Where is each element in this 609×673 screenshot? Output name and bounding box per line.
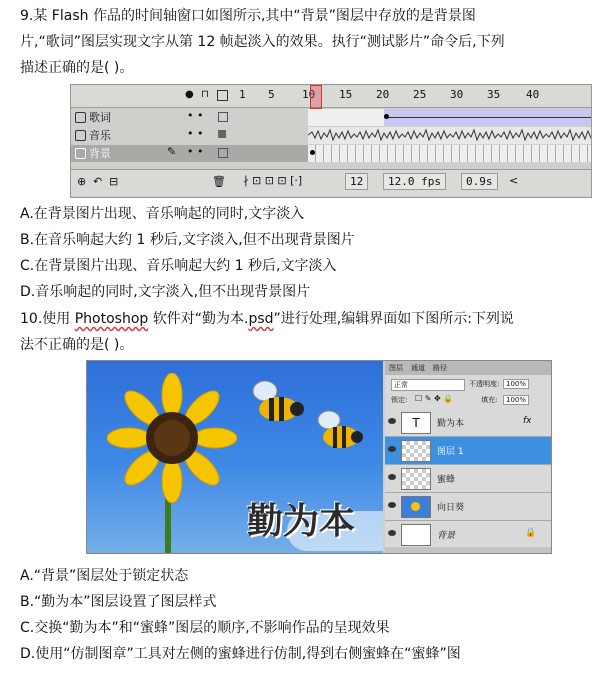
photoshop-window — [86, 360, 552, 554]
background-frames[interactable] — [308, 145, 591, 162]
bee-left-image — [247, 379, 307, 434]
visibility-eye-icon[interactable] — [388, 474, 396, 480]
lock-icon: ⊓ — [201, 89, 209, 100]
text-layer-icon: T — [401, 412, 431, 434]
layer-name: 向日葵 — [437, 503, 465, 513]
layer-icon — [75, 130, 86, 141]
outline-icon — [217, 90, 228, 101]
add-folder-icon[interactable]: ⊟ — [109, 175, 119, 188]
trash-icon[interactable]: 🗑 — [212, 175, 226, 188]
q9-line-3: 描述正确的是( )。 — [20, 60, 134, 76]
lyrics-frames[interactable] — [308, 109, 591, 126]
opacity-label: 不透明度: — [469, 380, 500, 388]
layer-text[interactable] — [385, 409, 551, 437]
layer-name: 音乐 — [89, 129, 111, 142]
frame-number: 25 — [413, 88, 427, 101]
q9-line-1: 9.某 Flash 作品的时间轴窗口如图所示,其中“背景”图层中存放的是背景图 — [20, 8, 476, 24]
layer-name: 图层 1 — [437, 447, 464, 457]
panel-tabs — [385, 361, 551, 375]
eye-icon: ● — [185, 89, 194, 100]
tab-channels[interactable]: 通道 — [411, 364, 425, 372]
q10-line-1: 10.使用 Photoshop 软件对“勤为本.psd”进行处理,编辑界面如下图所示:下列说 — [20, 311, 514, 327]
layer-name: 歌词 — [89, 111, 111, 124]
lock-row — [385, 393, 551, 407]
q10-option-d: D.使用“仿制图章”工具对左侧的蜜蜂进行仿制,得到右侧蜜蜂在“蜜蜂”图 — [20, 646, 461, 662]
layer-thumbnail — [401, 524, 431, 546]
onion-skin-icon[interactable]: ∤ ⊡ ⊡ ⊡ [·] — [243, 174, 303, 187]
layer-name: 蜜蜂 — [437, 475, 456, 485]
elapsed-time: 0.9s — [461, 173, 498, 190]
timeline-footer — [71, 169, 591, 196]
layer-row-lyrics[interactable]: 歌词 • • — [71, 109, 591, 126]
timeline-header — [71, 85, 591, 108]
q10-option-c: C.交换“勤为本”和“蜜蜂”图层的顺序,不影响作品的呈现效果 — [20, 620, 390, 636]
canvas-text: 勤为本 — [247, 500, 356, 542]
scroll-left-icon[interactable]: < — [509, 174, 519, 187]
lock-label: 锁定: — [391, 396, 408, 404]
visibility-eye-icon[interactable] — [388, 502, 396, 508]
add-layer-icon[interactable]: ⊕ — [77, 175, 87, 188]
q9-option-a: A.在背景图片出现、音乐响起的同时,文字淡入 — [20, 206, 305, 222]
sound-waveform — [308, 127, 592, 144]
layer-row-music[interactable]: 音乐 • • — [71, 127, 591, 144]
layer-1[interactable] — [385, 437, 551, 465]
lock-icon[interactable]: ☐ ✎ ✥ 🔒 — [415, 394, 454, 403]
layer-row-background[interactable]: 背景 ✎ • • — [71, 145, 591, 162]
frame-number: 40 — [526, 88, 540, 101]
q10-option-b: B.“勤为本”图层设置了图层样式 — [20, 594, 217, 610]
q9-option-b: B.在音乐响起大约 1 秒后,文字淡入,但不出现背景图片 — [20, 232, 355, 248]
q10-line-2: 法不正确的是( )。 — [20, 337, 134, 353]
document-canvas[interactable] — [87, 361, 383, 553]
q9-option-d: D.音乐响起的同时,文字淡入,但不出现背景图片 — [20, 284, 311, 300]
current-frame: 12 — [345, 173, 368, 190]
frame-number: 10 — [302, 88, 316, 101]
layer-thumbnail — [401, 468, 431, 490]
q10-option-a: A.“背景”图层处于锁定状态 — [20, 568, 189, 584]
layer-sunflower[interactable] — [385, 493, 551, 521]
panel-footer — [385, 547, 551, 553]
sunflower-image — [107, 373, 237, 503]
add-guide-icon[interactable]: ↶ — [93, 175, 103, 188]
layer-name: 勤为本 — [437, 419, 465, 429]
frame-number: 35 — [487, 88, 501, 101]
layer-bee[interactable] — [385, 465, 551, 493]
blend-mode-select[interactable]: 正常 — [391, 379, 465, 391]
blend-row — [385, 377, 551, 391]
visibility-eye-icon[interactable] — [388, 446, 396, 452]
frame-number: 15 — [339, 88, 353, 101]
tab-layers[interactable]: 图层 — [389, 364, 403, 372]
layer-background[interactable] — [385, 521, 551, 549]
lock-icon: 🔒 — [525, 528, 537, 538]
layer-thumbnail — [401, 440, 431, 462]
keyframe-icon — [384, 114, 389, 119]
layer-name: 背景 — [89, 147, 111, 160]
opacity-input[interactable]: 100% — [503, 379, 529, 389]
fill-input[interactable]: 100% — [503, 395, 529, 405]
frame-number: 20 — [376, 88, 390, 101]
layer-name: 背景 — [437, 531, 456, 541]
tab-paths[interactable]: 路径 — [433, 364, 447, 372]
pencil-icon: ✎ — [167, 145, 177, 158]
frame-number: 5 — [268, 88, 275, 101]
fx-icon: fx — [523, 416, 532, 426]
visibility-eye-icon[interactable] — [388, 418, 396, 424]
music-frames[interactable] — [308, 127, 591, 144]
frame-number: 30 — [450, 88, 464, 101]
keyframe-icon — [310, 150, 315, 155]
flash-timeline — [70, 84, 592, 198]
q9-option-c: C.在背景图片出现、音乐响起大约 1 秒后,文字淡入 — [20, 258, 337, 274]
layer-thumbnail — [401, 496, 431, 518]
playhead[interactable] — [310, 85, 322, 109]
frame-number: 1 — [239, 88, 246, 101]
fill-label: 填充: — [481, 396, 498, 404]
layers-panel — [385, 361, 551, 553]
q9-line-2: 片,“歌词”图层实现文字从第 12 帧起淡入的效果。执行“测试影片”命令后,下列 — [20, 34, 505, 50]
visibility-eye-icon[interactable] — [388, 530, 396, 536]
bee-right-image — [313, 409, 368, 459]
frame-rate: 12.0 fps — [383, 173, 446, 190]
layer-icon — [75, 148, 86, 159]
layer-icon — [75, 112, 86, 123]
tween-arrow — [386, 117, 592, 118]
